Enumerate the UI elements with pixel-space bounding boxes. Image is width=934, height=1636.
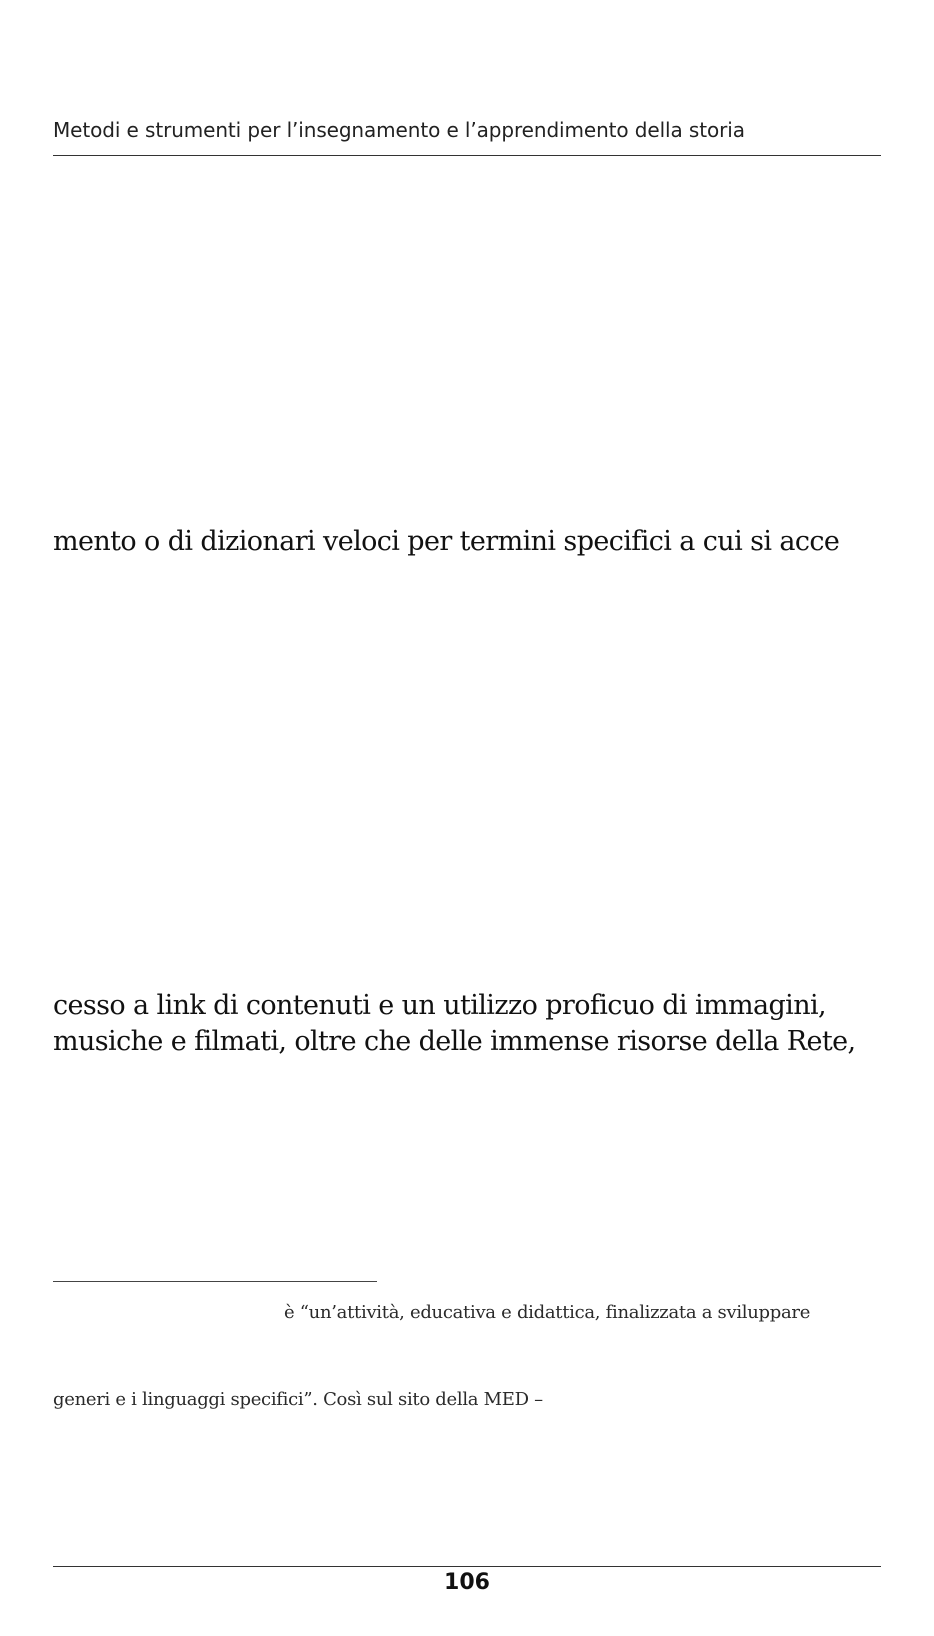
- body-text-line: musiche e filmati, oltre che delle immense risorse della Rete,: [53, 1026, 856, 1057]
- header-rule: [53, 155, 881, 156]
- page-number: 106: [444, 1570, 490, 1595]
- running-header: Metodi e strumenti per l’insegnamento e l’apprendimento della storia: [53, 118, 745, 142]
- body-text-line: cesso a link di contenuti e un utilizzo proficuo di immagini,: [53, 990, 827, 1021]
- footer-rule: [53, 1566, 881, 1567]
- body-text-line: mento o di dizionari veloci per termini specifici a cui si acce: [53, 526, 840, 557]
- footnote-separator: [53, 1281, 377, 1282]
- footnote-text-line: è “un’attività, educativa e didattica, finalizzata a sviluppare: [284, 1302, 811, 1323]
- footnote-text-line: generi e i linguaggi specifici”. Così sul sito della MED –: [53, 1389, 543, 1410]
